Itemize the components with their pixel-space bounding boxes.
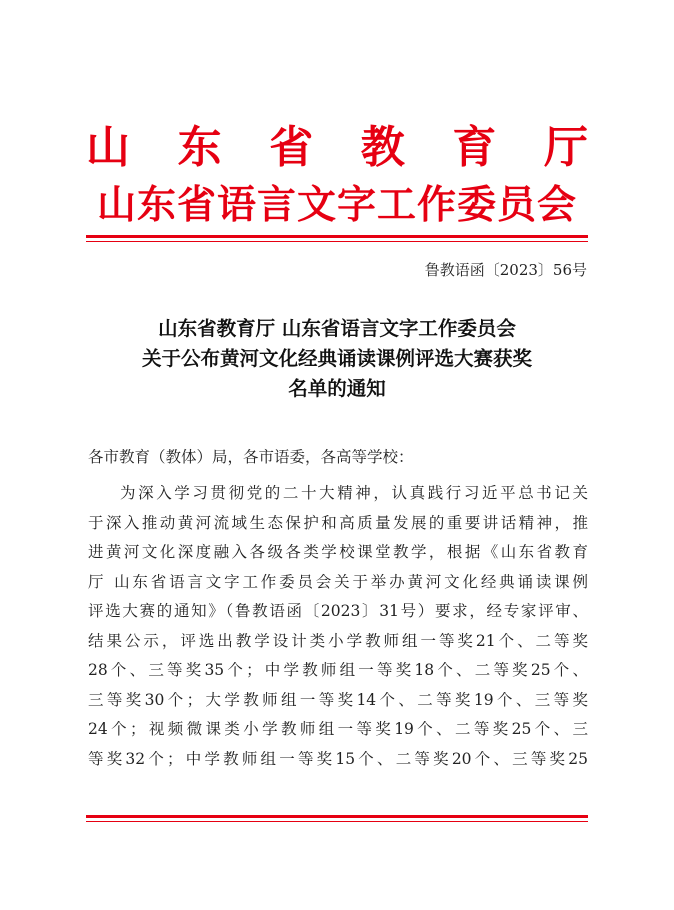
body-line: 于深入推动黄河流域生态保护和高质量发展的重要讲话精神，推 <box>88 513 588 532</box>
issuer-char: 育 <box>452 122 497 173</box>
body-line: 为深入学习贯彻党的二十大精神，认真践行习近平总书记关 <box>120 484 588 502</box>
document-title <box>86 314 588 404</box>
addressee: 各市教育（教体）局，各市语委，各高等学校： <box>88 448 414 466</box>
body-line: 进黄河文化深度融入各级各类学校课堂教学，根据《山东省教育 <box>88 543 588 561</box>
body-line: 结果公示，评选出教学设计类小学教师组一等奖21个、二等奖 <box>88 631 588 650</box>
issuer-line-1 <box>86 122 588 173</box>
title-line: 山东省教育厅 山东省语言文字工作委员会 <box>158 317 516 340</box>
footer-red-rule-thick <box>86 815 588 818</box>
body-line: 等奖32个；中学教师组一等奖15个、二等奖20个、三等奖25 <box>88 749 588 768</box>
body-text <box>88 479 588 774</box>
body-line: 24个；视频微课类小学教师组一等奖19个、二等奖25个、三 <box>88 720 588 738</box>
header-red-rule-thick <box>86 235 588 238</box>
issuer-char: 教 <box>360 122 405 173</box>
issuer-char: 省 <box>269 122 314 173</box>
issuer-char: 东 <box>177 122 222 173</box>
header-red-rule-thin <box>86 241 588 242</box>
body-line: 三等奖30个；大学教师组一等奖14个、二等奖19个、三等奖 <box>88 690 588 709</box>
title-line: 关于公布黄河文化经典诵读课例评选大赛获奖 <box>141 347 532 370</box>
body-line: 厅 山东省语言文字工作委员会关于举办黄河文化经典诵读课例 <box>88 572 588 591</box>
body-line: 评选大赛的通知》（鲁教语函〔2023〕31号）要求，经专家评审、 <box>88 602 588 620</box>
issuer-char: 厅 <box>543 122 588 173</box>
issuer-char: 山 <box>86 122 130 173</box>
footer-red-rule-thin <box>86 821 588 822</box>
body-line: 28个、三等奖35个；中学教师组一等奖18个、二等奖25个、 <box>88 661 588 679</box>
issuer-line-2: 山东省语言文字工作委员会 <box>96 182 577 228</box>
title-line: 名单的通知 <box>288 377 386 400</box>
document-number: 鲁教语函〔2023〕56号 <box>424 261 587 279</box>
